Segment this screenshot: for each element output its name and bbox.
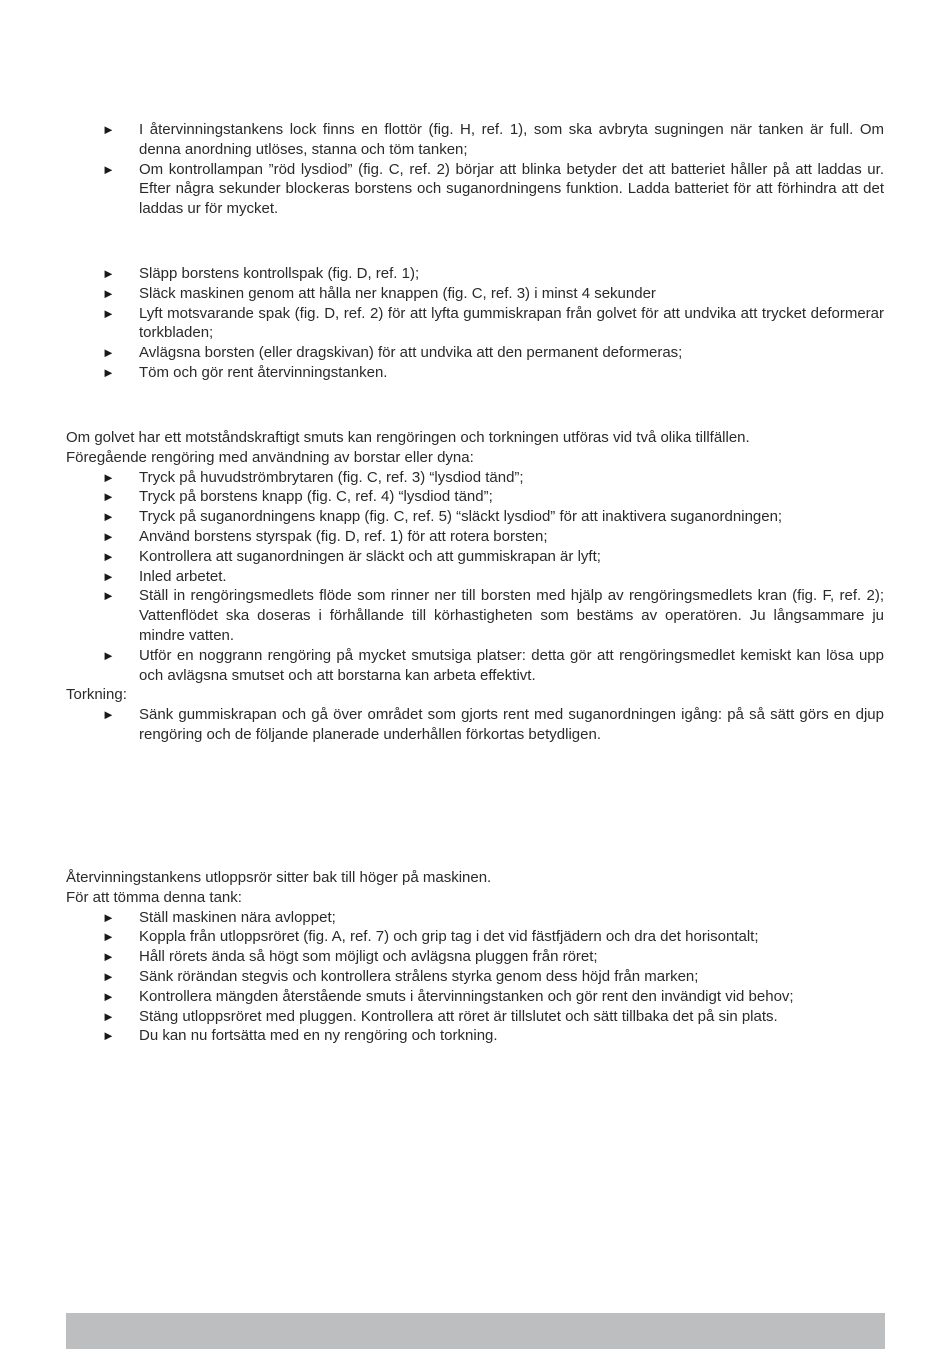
list-item: [66, 947, 884, 967]
list-item-text: Inled arbetet.: [139, 567, 227, 585]
bullet-arrow-icon: ►: [102, 285, 115, 301]
bullet-arrow-icon: ►: [102, 707, 115, 723]
bullet-arrow-icon: ►: [102, 929, 115, 945]
bullet-arrow-icon: ►: [102, 647, 115, 663]
list-item-text: Håll rörets ända så högt som möjligt och avlägsna pluggen från röret;: [139, 948, 598, 966]
list-item: [66, 1007, 884, 1027]
bullet-arrow-icon: ►: [102, 122, 115, 137]
list-item: [66, 646, 884, 686]
list-item: [66, 927, 884, 947]
list-item-text: Tryck på borstens knapp (fig. C, ref. 4) “lysdiod tänd”;: [139, 488, 493, 506]
bullet-arrow-icon: ►: [102, 1028, 115, 1044]
footer-bar: [66, 1313, 885, 1349]
list-item-text: Ställ maskinen nära avloppet;: [139, 908, 336, 926]
list-item-text: Använd borstens styrspak (fig. D, ref. 1) för att rotera borsten;: [139, 527, 548, 545]
list-item: [66, 160, 884, 219]
list-item: [66, 468, 884, 488]
bullet-arrow-icon: ►: [102, 988, 115, 1004]
list-item-text: Lyft motsvarande spak (fig. D, ref. 2) för att lyfta gummiskrapan från golvet för att undvika att trycket deformerar torkbladen;: [139, 304, 884, 342]
bullet-arrow-icon: ►: [102, 1008, 115, 1024]
list-item: [66, 967, 884, 987]
bullet-arrow-icon: ►: [102, 588, 115, 604]
list-item-text: Kontrollera att suganordningen är släckt och att gummiskrapan är lyft;: [139, 547, 601, 565]
list-item-text: Ställ in rengöringsmedlets flöde som rinner ner till borsten med hjälp av rengöringsmedlets kran (fig. F, ref. 2); Vattenflödet ska doseras i förhållande till körhastigheten som bestäms av operatören. Ju långsammare ju mindre vatten.: [139, 587, 884, 644]
bullet-arrow-icon: ►: [102, 161, 115, 177]
list-item-text: Du kan nu fortsätta med en ny rengöring och torkning.: [139, 1027, 498, 1045]
bullet-arrow-icon: ►: [102, 528, 115, 544]
list-item-text: Sänk gummiskrapan och gå över området som gjorts rent med suganordningen igång: på så sätt görs en djup rengöring och de följande planerade underhållen förkortas betydligen.: [139, 706, 884, 743]
after-use-steps: [66, 264, 884, 383]
bullet-arrow-icon: ►: [102, 548, 115, 564]
list-item-text: Släpp borstens kontrollspak (fig. D, ref. 1);: [139, 265, 420, 282]
bullet-arrow-icon: ►: [102, 345, 115, 361]
cleaning-procedure: [66, 428, 884, 745]
list-item: [66, 1026, 884, 1046]
bullet-arrow-icon: ►: [102, 568, 115, 584]
paragraph: Om golvet har ett motståndskraftigt smuts kan rengöringen och torkningen utföras vid två olika tillfällen.: [66, 429, 750, 446]
bullet-arrow-icon: ►: [102, 968, 115, 984]
bullet-arrow-icon: ►: [102, 509, 115, 525]
list-item: [66, 363, 884, 383]
bullet-arrow-icon: ►: [102, 364, 115, 380]
bullet-arrow-icon: ►: [102, 266, 115, 281]
float-and-battery-notes: [66, 120, 884, 219]
drying-label: Torkning:: [66, 686, 127, 704]
list-item: [66, 487, 884, 507]
list-item-text: I återvinningstankens lock finns en flottör (fig. H, ref. 1), som ska avbryta sugningen när tanken är full. Om denna anordning utlöses, stanna och töm tanken;: [139, 121, 884, 158]
list-item-text: Utför en noggrann rengöring på mycket smutsiga platser: detta gör att rengöringsmedlet kemiskt kan lösa upp och avlägsna smutset och att borstarna kan arbeta effektivt.: [139, 646, 884, 684]
list-item: [66, 908, 884, 928]
list-item: [66, 987, 884, 1007]
list-item: [66, 527, 884, 547]
paragraph: Återvinningstankens utloppsrör sitter bak till höger på maskinen.: [66, 869, 492, 886]
list-item: [66, 284, 884, 304]
paragraph: För att tömma denna tank:: [66, 888, 242, 906]
list-item-text: Avlägsna borsten (eller dragskivan) för att undvika att den permanent deformeras;: [139, 344, 683, 362]
list-item-text: Kontrollera mängden återstående smuts i återvinningstanken och gör rent den invändigt vid behov;: [139, 987, 794, 1005]
list-item: [66, 567, 884, 587]
list-item-text: Töm och gör rent återvinningstanken.: [139, 363, 388, 381]
list-item: [66, 507, 884, 527]
bullet-arrow-icon: ►: [102, 949, 115, 965]
paragraph: Föregående rengöring med användning av borstar eller dyna:: [66, 448, 474, 466]
list-item-text: Släck maskinen genom att hålla ner knappen (fig. C, ref. 3) i minst 4 sekunder: [139, 284, 656, 302]
bullet-arrow-icon: ►: [102, 305, 115, 321]
list-item-text: Koppla från utloppsröret (fig. A, ref. 7) och grip tag i det vid fästfjädern och dra det horisontalt;: [139, 928, 759, 946]
list-item: [66, 586, 884, 645]
list-item-text: Tryck på suganordningens knapp (fig. C, ref. 5) “släckt lysdiod” för att inaktivera suganordningen;: [139, 508, 783, 526]
bullet-arrow-icon: ►: [102, 489, 115, 505]
list-item: [66, 547, 884, 567]
list-item-text: Sänk rörändan stegvis och kontrollera strålens styrka genom dess höjd från marken;: [139, 967, 699, 985]
list-item: [66, 120, 884, 160]
list-item-text: Tryck på huvudströmbrytaren (fig. C, ref. 3) “lysdiod tänd”;: [139, 468, 524, 486]
list-item: [66, 343, 884, 363]
list-item-text: Om kontrollampan ”röd lysdiod” (fig. C, ref. 2) börjar att blinka betyder det att batteriet håller på att laddas ur. Efter några sekunder blockeras borstens och suganordningens funktion. Ladda batteriet för att förhindra att det laddas ur för mycket.: [139, 160, 884, 218]
tank-emptying-procedure: [66, 868, 884, 1046]
list-item: [66, 705, 884, 745]
list-item: [66, 304, 884, 344]
list-item: [66, 264, 884, 284]
bullet-arrow-icon: ►: [102, 469, 115, 485]
list-item-text: Stäng utloppsröret med pluggen. Kontrollera att röret är tillslutet och sätt tillbaka det på sin plats.: [139, 1007, 778, 1025]
bullet-arrow-icon: ►: [102, 909, 115, 925]
